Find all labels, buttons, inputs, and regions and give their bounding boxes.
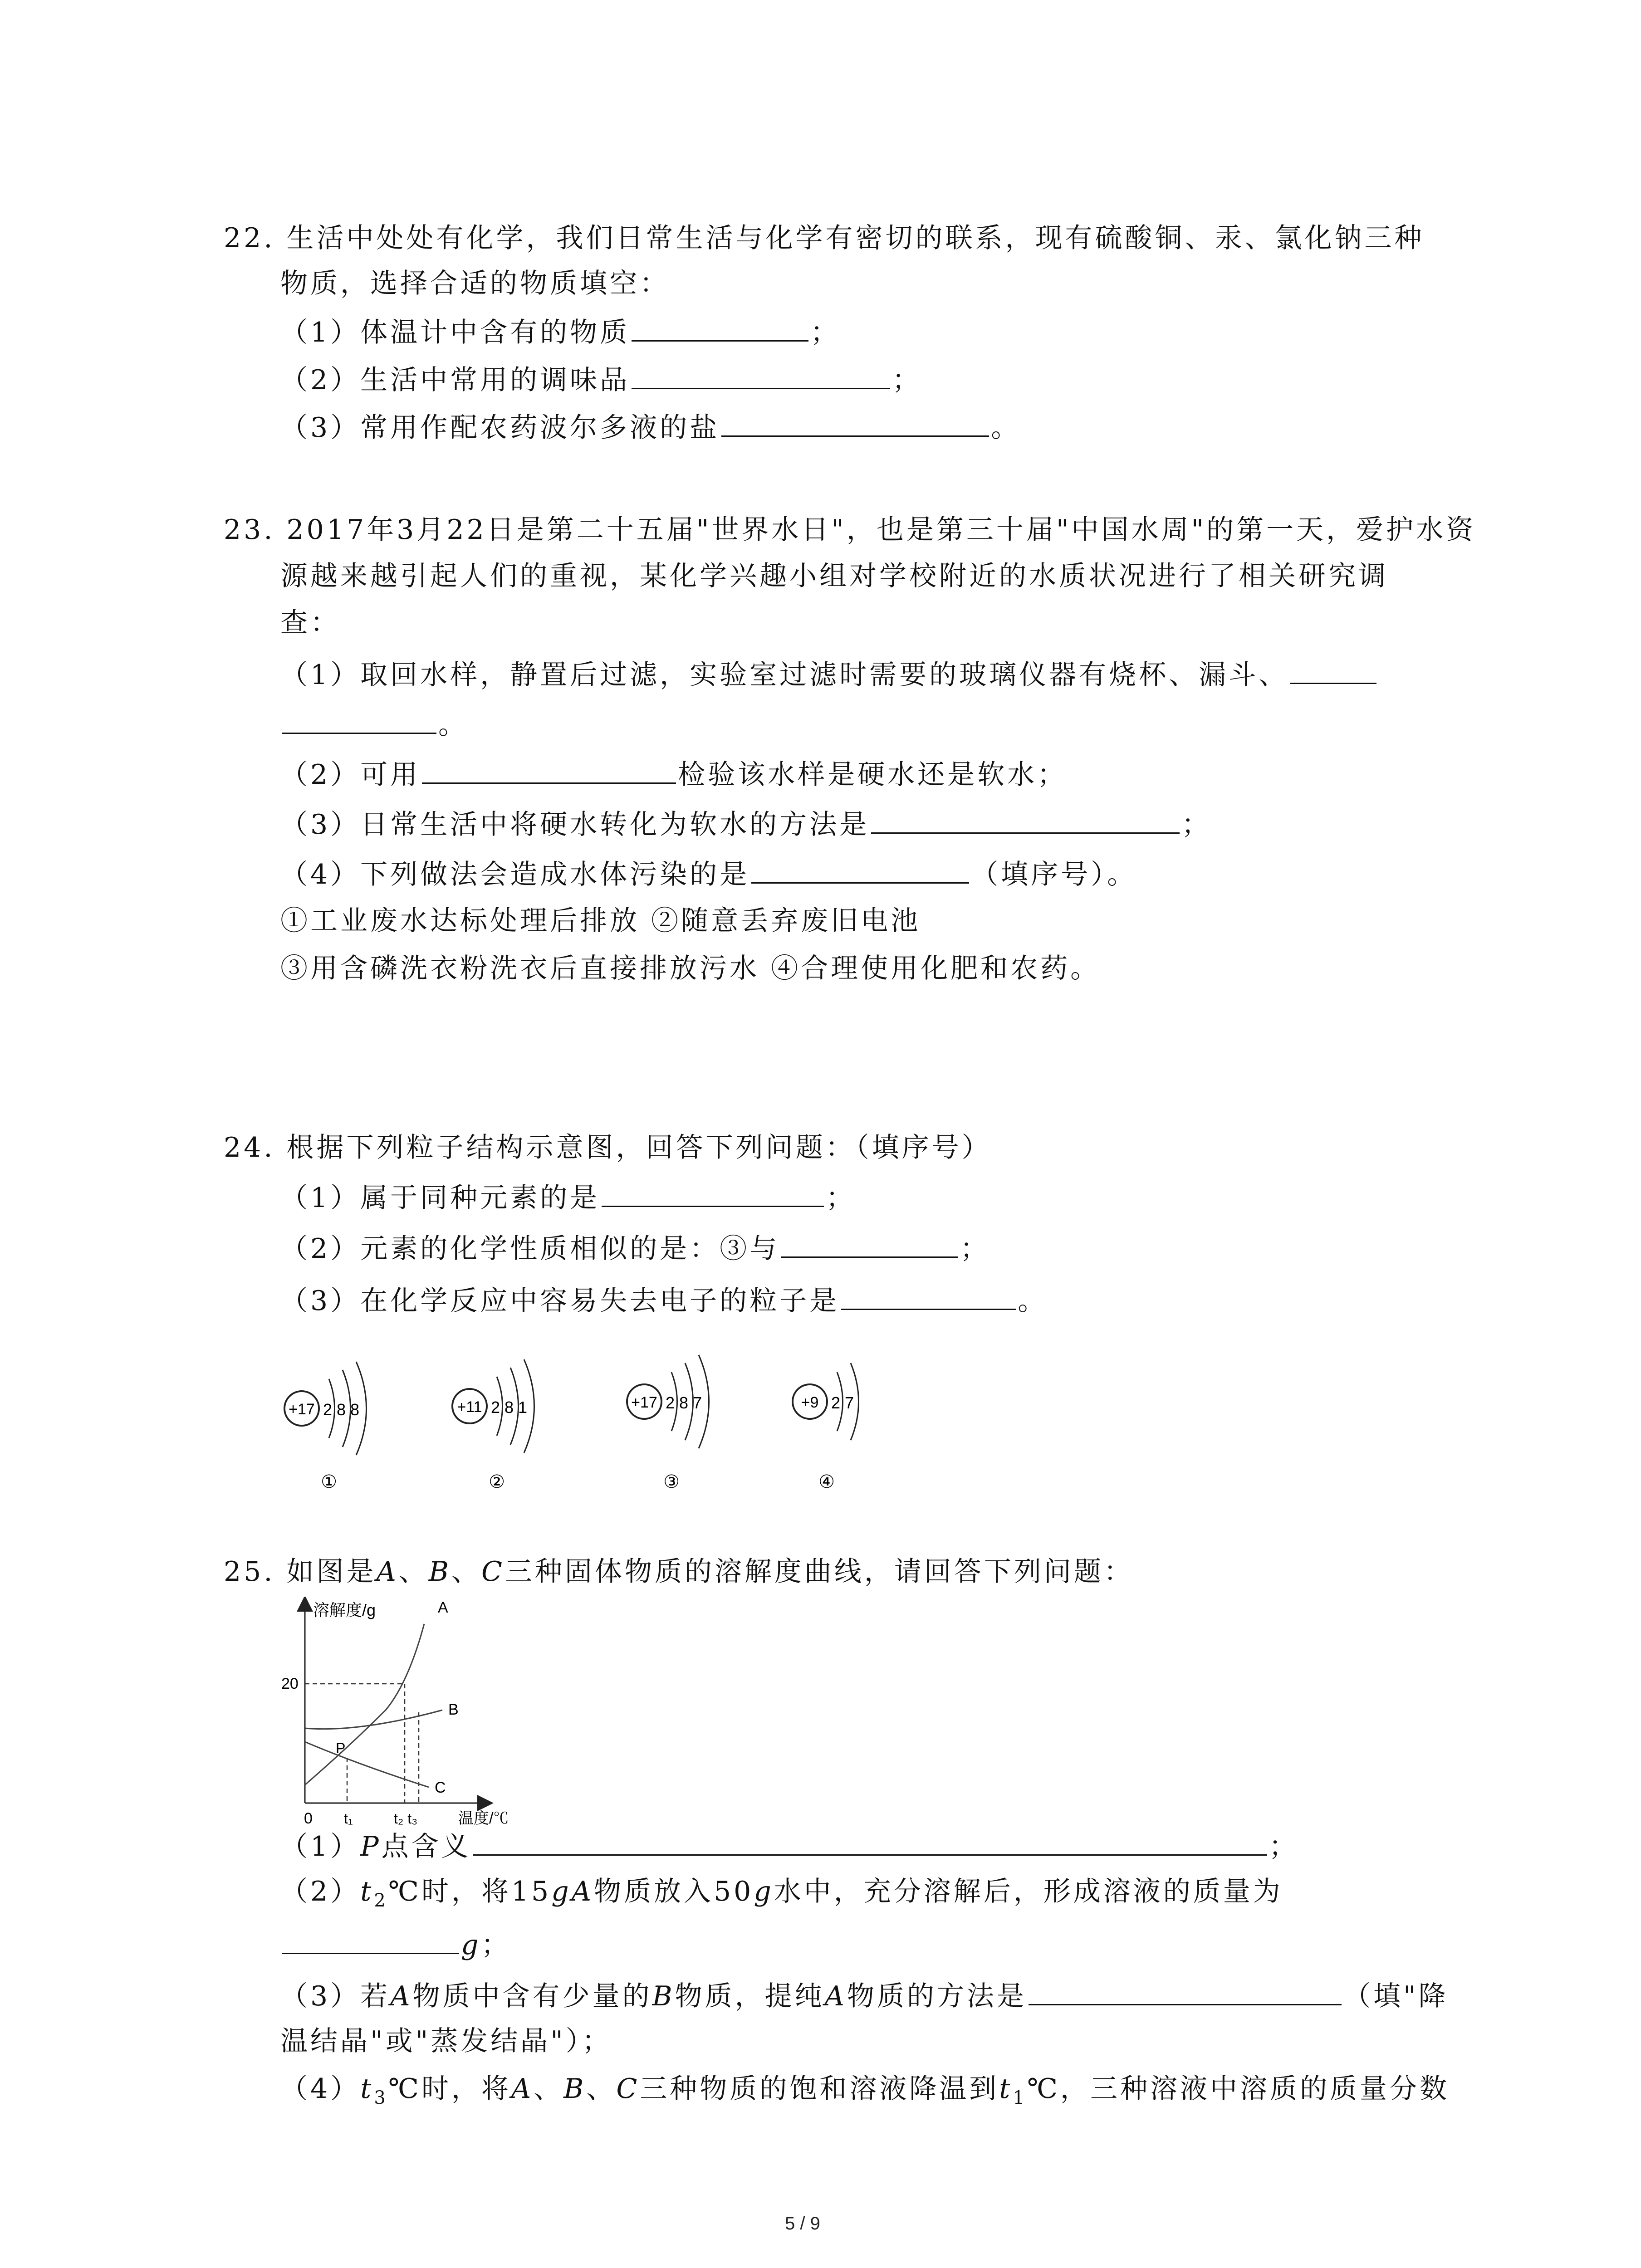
q22-line-1: 22. 生活中处处有化学，我们日常生活与化学有密切的联系，现有硫酸铜、汞、氯化钠三种 (224, 222, 1425, 254)
x-axis-label: 温度/℃ (458, 1810, 509, 1827)
q25-sub-3-cont: 温结晶"或"蒸发结晶"）； (280, 2025, 612, 2057)
answer-blank[interactable] (632, 313, 808, 342)
q23-sub-2 (280, 755, 1067, 793)
punct: 、 (451, 1556, 481, 1588)
particle-2 (452, 1359, 534, 1492)
q24-sub-2-text: （2）元素的化学性质相似的是：③与 (280, 1233, 780, 1265)
q25-sub-3 (280, 1977, 1449, 2014)
var-g: g (461, 1929, 481, 1961)
answer-blank[interactable] (841, 1281, 1016, 1310)
q25-sub-4-num: （4） (280, 2073, 361, 2105)
curve-C-label: C (435, 1779, 446, 1796)
page-number: 5 / 9 (785, 2214, 820, 2234)
var-t: t (360, 2073, 374, 2105)
q25-sub-3-text-d: 物质的方法是 (847, 1980, 1027, 2012)
punct: 、 (534, 2073, 564, 2105)
q25-sub-2-text-b: 物质放入50 (594, 1876, 754, 1907)
punct: 、 (586, 2073, 617, 2105)
particle-nucleus: +9 (801, 1394, 819, 1411)
punct: ； (892, 364, 922, 396)
q23-line-2: 源越来越引起人们的重视，某化学兴趣小组对学校附近的水质状况进行了相关研究调 (280, 560, 1388, 592)
var-B: B (563, 2073, 587, 2105)
var-B: B (428, 1556, 451, 1588)
var-B: B (652, 1980, 675, 2012)
q25-sub-2 (280, 1873, 1283, 1919)
q22-line-2: 物质，选择合适的物质填空： (280, 268, 670, 299)
q23-sub-4 (280, 855, 1137, 893)
q23-sub-2-text-a: （2）可用 (280, 759, 421, 791)
q25-line-1 (224, 1554, 1134, 1590)
curve-A (305, 1624, 424, 1785)
answer-blank[interactable] (1290, 655, 1376, 684)
punct: ； (960, 1233, 990, 1265)
punct: ； (1181, 809, 1212, 841)
q25-text-b: 三种固体物质的溶解度曲线，请回答下列问题： (505, 1556, 1134, 1588)
point-P-label: P (336, 1740, 346, 1756)
curve-C (305, 1742, 429, 1787)
particle-shells: 2 8 7 (666, 1393, 702, 1412)
q23-sub-1 (280, 655, 1378, 693)
q25-sub-3-text-a: （3）若 (280, 1980, 391, 2012)
q24-sub-3-text: （3）在化学反应中容易失去电子的粒子是 (280, 1285, 840, 1317)
answer-blank[interactable] (473, 1827, 1267, 1856)
subscript: 3 (374, 2087, 388, 2108)
answer-blank[interactable] (632, 361, 890, 389)
q22-sub-2 (280, 361, 922, 398)
q24-sub-1-text: （1）属于同种元素的是 (280, 1182, 600, 1214)
punct: ； (810, 317, 841, 348)
q24-sub-3 (280, 1281, 1048, 1319)
particle-1 (284, 1362, 367, 1492)
punct: 。 (438, 709, 468, 741)
q23-options-1-2: ①工业废水达标处理后排放 ②随意丢弃废旧电池 (280, 905, 921, 937)
q23-sub-4-text-a: （4）下列做法会造成水体污染的是 (280, 859, 750, 890)
curve-A-label: A (438, 1599, 448, 1616)
x-tick-t2-t3: t₂ t₃ (394, 1810, 418, 1827)
q25-sub-3-text-c: 物质，提纯 (675, 1980, 825, 2012)
answer-blank[interactable] (602, 1178, 824, 1207)
answer-blank[interactable] (721, 408, 989, 437)
q25-sub-1 (280, 1827, 1299, 1865)
q23-line-3: 查： (280, 607, 340, 639)
q25-sub-2-num: （2） (280, 1876, 361, 1907)
punct: ； (826, 1182, 856, 1214)
punct: ； (481, 1929, 511, 1961)
var-A: A (390, 1980, 413, 2012)
answer-blank[interactable] (781, 1229, 958, 1258)
var-A: A (571, 1876, 594, 1907)
punct: 。 (1018, 1285, 1048, 1317)
q25-sub-1-num: （1） (280, 1831, 361, 1862)
q25-sub-4-text-a: ℃时，将 (388, 2073, 511, 2105)
var-P: P (360, 1831, 382, 1862)
particle-shells: 2 8 8 (323, 1400, 360, 1419)
subscript: 2 (374, 1890, 388, 1911)
answer-blank[interactable] (282, 1926, 459, 1954)
q25-sub-4-text-c: ℃，三种溶液中溶质的质量分数 (1027, 2073, 1450, 2105)
q25-sub-4-text-b: 三种物质的饱和溶液降温到 (640, 2073, 999, 2105)
q25-sub-2-text-c: 水中，充分溶解后，形成溶液的质量为 (774, 1876, 1283, 1907)
answer-blank[interactable] (1029, 1977, 1342, 2005)
particle-shells: 2 8 1 (491, 1398, 528, 1417)
punct: ； (1269, 1831, 1299, 1862)
q25-sub-1-text: 点含义 (381, 1831, 471, 1862)
particle-nucleus: +11 (457, 1398, 482, 1416)
solubility-curve-graph (268, 1597, 549, 1828)
q25-sub-4 (280, 2071, 1450, 2116)
q23-sub-1-cont (280, 705, 468, 743)
particle-4 (793, 1363, 859, 1492)
q23-sub-3-text: （3）日常生活中将硬水转化为软水的方法是 (280, 809, 870, 841)
particle-shells: 2 7 (831, 1393, 854, 1412)
particle-label: ② (489, 1472, 505, 1492)
origin-label: 0 (304, 1810, 313, 1827)
q23-sub-4-text-b: （填序号）。 (971, 859, 1137, 890)
q22-sub-1 (280, 313, 840, 351)
var-g: g (551, 1876, 572, 1907)
curve-B-label: B (448, 1701, 459, 1718)
q22-sub-3-text: （3）常用作配农药波尔多液的盐 (280, 412, 720, 444)
q23-sub-1-text: （1）取回水样，静置后过滤，实验室过滤时需要的玻璃仪器有烧杯、漏斗、 (280, 659, 1289, 691)
punct: 、 (398, 1556, 429, 1588)
q23-sub-2-text-b: 检验该水样是硬水还是软水； (678, 759, 1068, 791)
particle-3 (627, 1355, 709, 1492)
var-C: C (481, 1556, 505, 1588)
q23-sub-3 (280, 805, 1211, 843)
q25-sub-3-text-e: （填"降 (1343, 1980, 1449, 2012)
q23-line-1: 23. 2017年3月22日是第二十五届"世界水日"，也是第三十届"中国水周"的第一天，爱护水资 (224, 514, 1476, 546)
q25-sub-2-cont (280, 1926, 511, 1963)
particle-label: ④ (818, 1472, 835, 1492)
q23-options-3-4: ③用含磷洗衣粉洗衣后直接排放污水 ④合理使用化肥和农药。 (280, 953, 1101, 984)
var-t: t (999, 2073, 1013, 2105)
q25-sub-3-text-b: 物质中含有少量的 (412, 1980, 652, 2012)
var-A: A (824, 1980, 847, 2012)
particle-label: ③ (663, 1472, 680, 1492)
var-t: t (360, 1876, 374, 1907)
curve-B (305, 1710, 442, 1729)
var-A: A (511, 2073, 534, 2105)
q22-sub-3 (280, 408, 1021, 446)
answer-blank[interactable] (282, 705, 436, 734)
answer-blank[interactable] (422, 755, 676, 784)
q25-sub-2-text-a: ℃时，将15 (388, 1876, 552, 1907)
q22-sub-1-text: （1）体温计中含有的物质 (280, 317, 630, 348)
q24-sub-1 (280, 1178, 856, 1216)
y-axis-label: 溶解度/g (313, 1601, 376, 1619)
subscript: 1 (1013, 2087, 1027, 2108)
q25-text-a: 25. 如图是 (224, 1556, 377, 1588)
particle-label: ① (321, 1472, 337, 1492)
particle-nucleus: +17 (631, 1394, 657, 1411)
q24-line-1: 24. 根据下列粒子结构示意图，回答下列问题：（填序号） (224, 1132, 992, 1163)
punct: 。 (991, 412, 1021, 444)
q22-sub-2-text: （2）生活中常用的调味品 (280, 364, 630, 396)
q24-sub-2 (280, 1229, 990, 1267)
answer-blank[interactable] (871, 805, 1180, 834)
var-A: A (376, 1556, 399, 1588)
var-C: C (616, 2073, 640, 2105)
particle-structure-diagrams (272, 1334, 907, 1515)
answer-blank[interactable] (751, 855, 969, 884)
particle-nucleus: +17 (289, 1401, 315, 1418)
y-tick-20: 20 (281, 1675, 299, 1692)
var-g: g (754, 1876, 774, 1907)
x-tick-t1: t₁ (344, 1810, 353, 1827)
